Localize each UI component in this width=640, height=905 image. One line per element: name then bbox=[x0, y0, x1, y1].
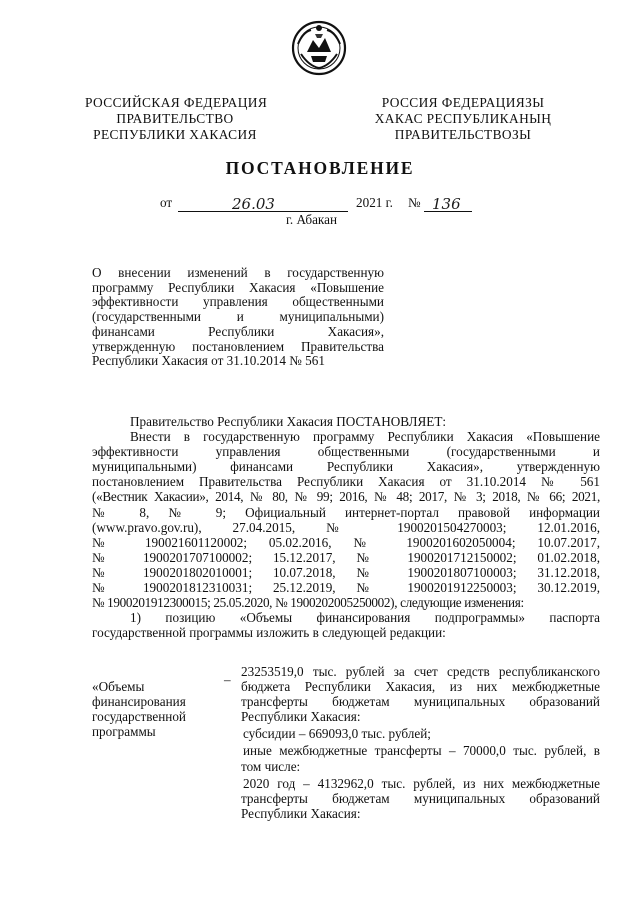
passport-right-line: Республики Хакасия: bbox=[241, 805, 361, 821]
date-from-label: от bbox=[160, 195, 173, 210]
passport-right-line: 2020 год – 4132962,0 тыс. рублей, из них межбюджетные bbox=[243, 775, 600, 791]
resolution-body bbox=[92, 414, 600, 640]
header-right-line: РОССИЯ ФЕДЕРАЦИЯЗЫ bbox=[381, 95, 545, 110]
body-line: (www.pravo.gov.ru), 27.04.2015, № 1900201504270003; 12.01.2016, bbox=[92, 519, 600, 535]
subject-line: финансами Республики Хакасия», bbox=[92, 323, 384, 339]
passport-left-column bbox=[92, 679, 212, 739]
body-line: («Вестник Хакасии», 2014, № 80, № 99; 2016, № 48; 2017, № 3; 2018, № 66; 2021, bbox=[92, 489, 600, 505]
header-left-line: РЕСПУБЛИКИ ХАКАСИЯ bbox=[93, 127, 257, 142]
body-line: № 1900201802010001; 10.07.2018, № 1900201807100003; 31.12.2018, bbox=[92, 564, 600, 580]
handwritten-date: 26.03 bbox=[232, 195, 275, 213]
body-line: № 1900201812310031; 25.12.2019, № 1900201912250003; 30.12.2019, bbox=[92, 580, 600, 596]
subject-line: Республики Хакасия от 31.10.2014 № 561 bbox=[92, 353, 325, 369]
header-left-line: РОССИЙСКАЯ ФЕДЕРАЦИЯ bbox=[85, 95, 268, 110]
passport-right-column bbox=[241, 664, 600, 821]
body-line: постановлением Правительства Республики Хакасия от 31.10.2014 № 561 bbox=[92, 474, 600, 490]
year-label: 2021 г. bbox=[356, 195, 393, 210]
body-line: государственной программы изложить в следующей редакции: bbox=[92, 625, 446, 641]
passport-right-line: бюджета Республики Хакасия, из них межбюджетные bbox=[241, 679, 600, 695]
header-right bbox=[373, 95, 553, 143]
body-line: муниципальными) финансами Республики Хакасия», утвержденную bbox=[92, 459, 600, 475]
handwritten-number: 136 bbox=[432, 195, 461, 213]
header-right-line: ХАКАС РЕСПУБЛИКАНЫҢ bbox=[374, 111, 552, 126]
number-label: № bbox=[408, 195, 421, 210]
passport-right-line: Республики Хакасия: bbox=[241, 709, 361, 725]
passport-right-line: иные межбюджетные трансферты – 70000,0 тыс. рублей, в bbox=[243, 743, 600, 759]
passport-right-line: субсидии – 669093,0 тыс. рублей; bbox=[243, 726, 431, 742]
header-left-line: ПРАВИТЕЛЬСТВО bbox=[116, 111, 234, 126]
body-line: № 8, № 9; Официальный интернет-портал правовой информации bbox=[92, 504, 600, 520]
body-line: № 190021601120002; 05.02.2016, № 1900201602050004; 10.07.2017, bbox=[92, 534, 600, 550]
document-title: ПОСТАНОВЛЕНИЕ bbox=[225, 158, 415, 178]
subject-line: О внесении изменений в государственную bbox=[92, 265, 384, 280]
passport-left-line: «Объемы bbox=[92, 679, 145, 694]
passport-dash: – bbox=[224, 672, 231, 687]
subject-line: (государственными и муниципальными) bbox=[92, 309, 384, 325]
subject-line: программу Республики Хакасия «Повышение bbox=[92, 279, 384, 295]
passport-left-line: программы bbox=[92, 724, 156, 740]
body-line: Правительство Республики Хакасия ПОСТАНОВЛЯЕТ: bbox=[130, 414, 447, 429]
subject-line: эффективности управления общественными bbox=[92, 294, 384, 310]
subject-line: утвержденную постановлением Правительства bbox=[92, 338, 384, 354]
body-line: № 1900201707100002; 15.12.2017, № 1900201712150002; 01.02.2018, bbox=[92, 549, 600, 565]
body-line: № 1900201912300015; 25.05.2020, № 1900202005250002), следующие изменения: bbox=[92, 595, 524, 611]
passport-left-line: финансирования bbox=[92, 694, 186, 710]
city: г. Абакан bbox=[286, 212, 338, 227]
body-line: 1) позицию «Объемы финансирования подпрограммы» паспорта bbox=[130, 610, 600, 626]
body-line: эффективности управления общественными (государственными и bbox=[92, 444, 600, 460]
body-line: Внести в государственную программу Республики Хакасия «Повышение bbox=[130, 429, 600, 445]
header-left bbox=[85, 95, 268, 143]
coat-of-arms-emblem bbox=[289, 18, 349, 76]
passport-left-line: государственной bbox=[92, 709, 186, 725]
passport-right-line: трансферты бюджетам муниципальных образований bbox=[241, 694, 600, 710]
header-right-line: ПРАВИТЕЛЬСТВОЗЫ bbox=[394, 127, 532, 142]
passport-right-line: том числе: bbox=[241, 758, 301, 774]
passport-right-line: 23253519,0 тыс. рублей за счет средств республиканского bbox=[241, 664, 600, 679]
passport-right-line: трансферты бюджетам муниципальных образований bbox=[241, 790, 600, 806]
subject-block bbox=[92, 266, 384, 369]
